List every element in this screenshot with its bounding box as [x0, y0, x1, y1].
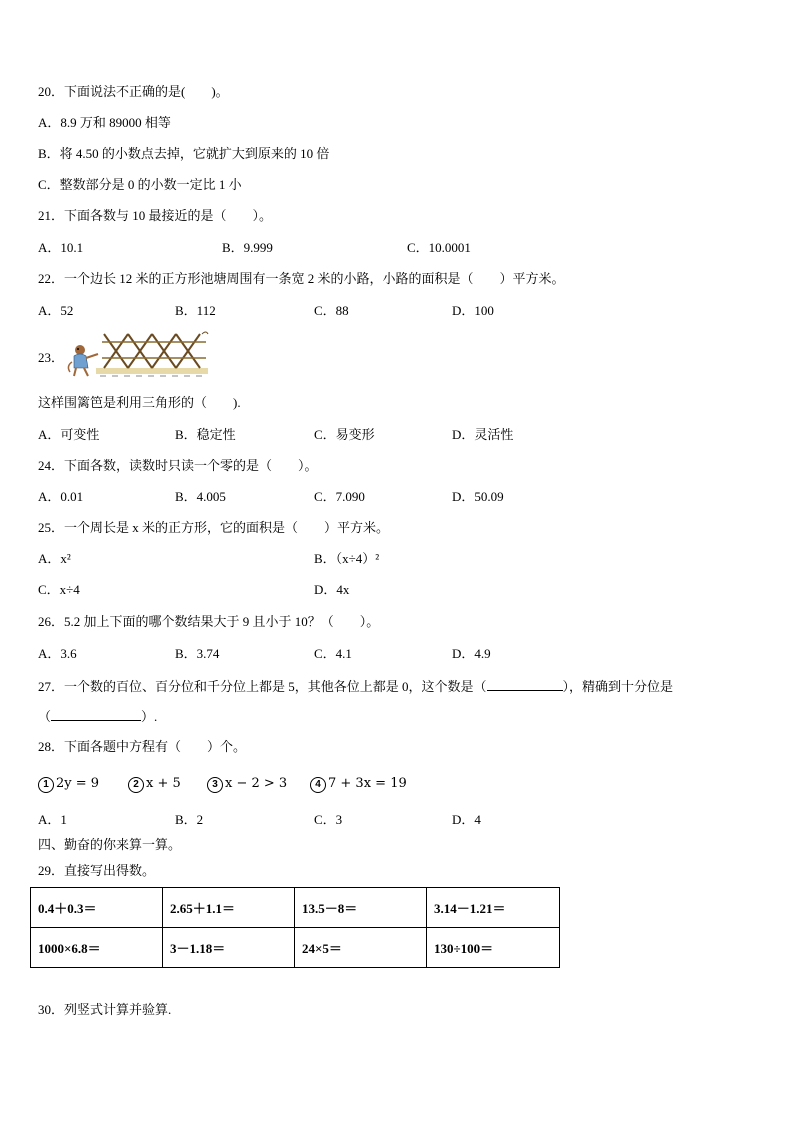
answer-blank-2[interactable]: [51, 706, 141, 721]
question-22-option-d: D．100: [452, 303, 494, 318]
calculation-table: [30, 887, 560, 968]
question-28-option-d: D．4: [452, 812, 481, 827]
question-26-option-c: C．4.1: [314, 646, 352, 661]
question-25-option-a: A．x²: [38, 551, 71, 566]
question-27-text-part2: ），精确到十分位是: [562, 679, 674, 694]
question-28-option-a: A．1: [38, 812, 67, 827]
question-22-stem: 22．一个边长 12 米的正方形池塘周围有一条宽 2 米的小路，小路的面积是（ ）平方米。: [38, 271, 565, 286]
question-24-option-d: D．50.09: [452, 489, 504, 504]
question-25-stem: 25．一个周长是 x 米的正方形，它的面积是（ ）平方米。: [38, 520, 390, 535]
question-26-option-d: D．4.9: [452, 646, 491, 661]
question-24-option-b: B．4.005: [175, 489, 226, 504]
table-row: [31, 888, 560, 928]
table-cell: 2.65＋1.1＝: [163, 888, 295, 928]
table-cell: 130÷100＝: [427, 928, 560, 968]
question-28-item-2: [128, 774, 181, 793]
question-21-option-b: B．9.999: [222, 240, 273, 255]
table-cell: 3.14－1.21＝: [427, 888, 560, 928]
question-26-option-a: A．3.6: [38, 646, 77, 661]
answer-blank-1[interactable]: [487, 676, 563, 691]
question-29-stem: 29．直接写出得数。: [38, 863, 156, 878]
question-28-item-3: [207, 774, 287, 793]
question-28-item-1: [38, 774, 99, 793]
question-28-stem: 28．下面各题中方程有（ ）个。: [38, 739, 247, 754]
table-row: [31, 928, 560, 968]
equation-2: x + 5: [146, 776, 181, 791]
question-26-option-b: B．3.74: [175, 646, 220, 661]
question-30-stem: 30．列竖式计算并验算.: [38, 1002, 172, 1017]
question-22-option-a: A．52: [38, 303, 74, 318]
question-28-option-b: B．2: [175, 812, 204, 827]
question-25-option-d: D．4x: [314, 582, 350, 597]
question-27-close-paren: ）.: [141, 709, 158, 724]
question-23-number: 23．: [38, 350, 65, 365]
equation-4: 7 + 3x = 19: [328, 776, 407, 791]
question-23-option-a: A．可变性: [38, 427, 100, 442]
equation-1: 2y = 9: [56, 776, 100, 791]
question-20-option-b: B．将 4.50 的小数点去掉，它就扩大到原来的 10 倍: [38, 146, 330, 161]
circled-number-4: 4: [310, 777, 326, 793]
table-cell: 13.5－8＝: [295, 888, 427, 928]
question-22-option-c: C．88: [314, 303, 349, 318]
question-27-open-paren: （: [38, 709, 52, 724]
question-20-option-c: C．整数部分是 0 的小数一定比 1 小: [38, 177, 242, 192]
table-cell: 0.4＋0.3＝: [31, 888, 163, 928]
question-21-option-a: A．10.1: [38, 240, 84, 255]
question-20-option-a: A．8.9 万和 89000 相等: [38, 115, 171, 130]
question-27-stem-line1: [38, 676, 673, 696]
table-cell: 3－1.18＝: [163, 928, 295, 968]
question-20-stem: 20．下面说法不正确的是( )。: [38, 84, 229, 99]
question-23-stem: 这样围篱笆是利用三角形的（ ).: [38, 395, 241, 410]
circled-number-2: 2: [128, 777, 144, 793]
section-4-heading: 四、勤奋的你来算一算。: [38, 837, 182, 852]
question-21-option-c: C．10.0001: [407, 240, 471, 255]
question-26-stem: 26．5.2 加上下面的哪个数结果大于 9 且小于 10？（ ）。: [38, 614, 380, 629]
question-23-option-c: C．易变形: [314, 427, 375, 442]
table-cell: 1000×6.8＝: [31, 928, 163, 968]
question-24-option-c: C．7.090: [314, 489, 365, 504]
question-23-option-d: D．灵活性: [452, 427, 514, 442]
question-24-option-a: A．0.01: [38, 489, 84, 504]
question-27-stem-line2: [38, 706, 157, 726]
question-28-option-c: C．3: [314, 812, 343, 827]
question-21-stem: 21．下面各数与 10 最接近的是（ ）。: [38, 208, 273, 223]
question-25-option-c: C．x÷4: [38, 582, 80, 597]
question-24-stem: 24．下面各数，读数时只读一个零的是（ ）。: [38, 458, 318, 473]
equation-3: x − 2 > 3: [225, 776, 288, 791]
question-25-option-b: B．（x÷4）²: [314, 551, 380, 566]
fence-illustration: [66, 328, 212, 384]
question-27-text-part1: 27．一个数的百位、百分位和千分位上都是 5，其他各位上都是 0，这个数是（: [38, 679, 487, 694]
question-28-item-4: [310, 774, 407, 793]
question-23-option-b: B．稳定性: [175, 427, 236, 442]
table-cell: 24×5＝: [295, 928, 427, 968]
circled-number-1: 1: [38, 777, 54, 793]
circled-number-3: 3: [207, 777, 223, 793]
question-22-option-b: B．112: [175, 303, 216, 318]
